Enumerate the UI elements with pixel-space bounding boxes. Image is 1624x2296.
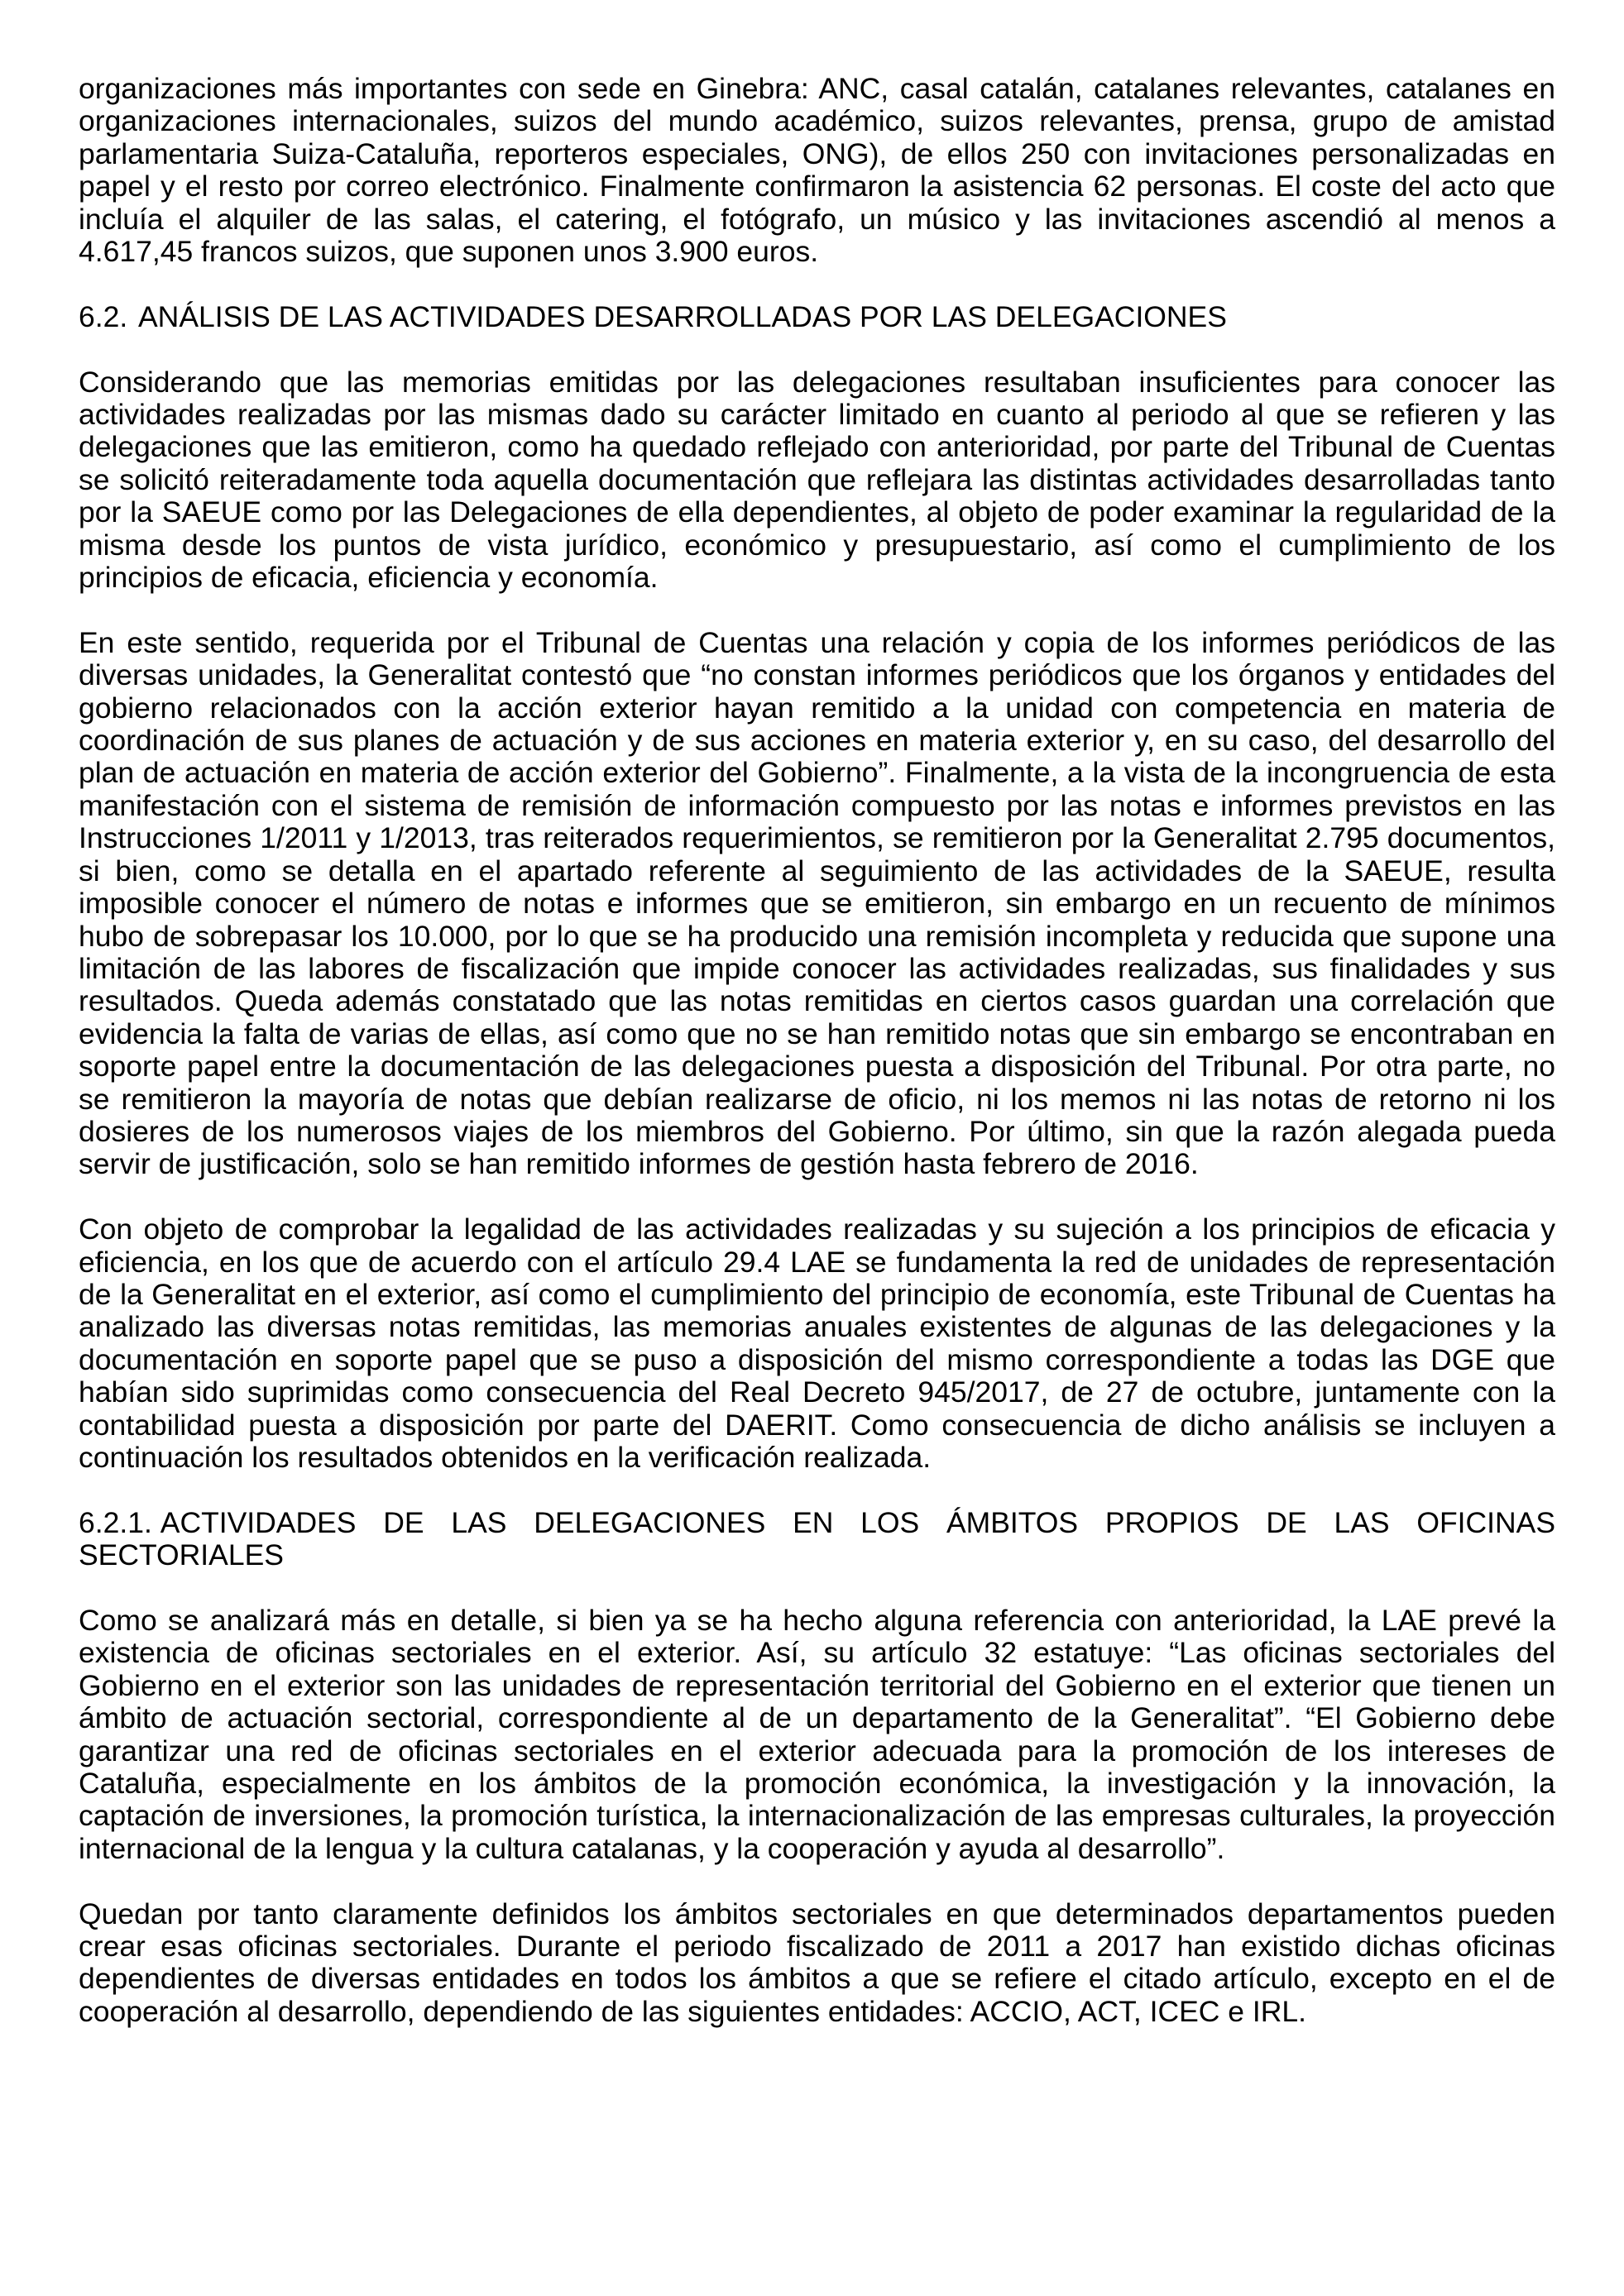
- section-number: 6.2.: [79, 299, 128, 333]
- paragraph-6-2-1: Considerando que las memorias emitidas por las delegaciones resultaban insuficientes para conocer las actividades realizadas por las mismas dado su carácter limitado en cuanto al periodo al que se refieren y las delegaciones que las emitieron, como ha quedado reflejado con anterioridad, por parte del Tribunal de Cuentas se solicitó reiteradamente toda aquella documentación que reflejara las distintas actividades desarrolladas tanto por la SAEUE como por las Delegaciones de ella dependientes, al objeto de poder examinar la regularidad de la misma desde los puntos de vista jurídico, económico y presupuestario, así como el cumplimiento de los principios de eficacia, eficiencia y economía.: [79, 365, 1555, 595]
- paragraph-6-2-2: En este sentido, requerida por el Tribunal de Cuentas una relación y copia de los informes periódicos de las diversas unidades, la Generalitat contestó que “no constan informes periódicos que los órganos y entidades del gobierno relacionados con la acción exterior hayan remitido a la unidad con competencia en materia de coordinación de sus planes de actuación y de sus acciones en materia exterior y, en su caso, del desarrollo del plan de actuación en materia de acción exterior del Gobierno”. Finalmente, a la vista de la incongruencia de esta manifestación con el sistema de remisión de información compuesto por las notas e informes previstos en las Instrucciones 1/2011 y 1/2013, tras reiterados requerimientos, se remitieron por la Generalitat 2.795 documentos, si bien, como se detalla en el apartado referente al seguimiento de las actividades de la SAEUE, resulta imposible conocer el número de notas e informes que se emitieron, sin embargo en un recuento de mínimos hubo de sobrepasar los 10.000, por lo que se ha producido una remisión incompleta y reducida que supone una limitación de las labores de fiscalización que impide conocer las actividades realizadas, sus finalidades y sus resultados. Queda además constatado que las notas remitidas en ciertos casos guardan una correlación que evidencia la falta de varias de ellas, así como que no se han remitido notas que sin embargo se encontraban en soporte papel entre la documentación de las delegaciones puesta a disposición del Tribunal. Por otra parte, no se remitieron la mayoría de notas que debían realizarse de oficio, ni los memos ni las notas de retorno ni los dosieres de los numerosos viajes de los miembros del Gobierno. Por último, sin que la razón alegada pueda servir de justificación, solo se han remitido informes de gestión hasta febrero de 2016.: [79, 625, 1555, 1181]
- paragraph-6-2-1-2: Quedan por tanto claramente definidos los ámbitos sectoriales en que determinados departamentos pueden crear esas oficinas sectoriales. Durante el periodo fiscalizado de 2011 a 2017 han existido dichas oficinas dependientes de diversas entidades en todos los ámbitos a que se refiere el citado artículo, excepto en el de cooperación al desarrollo, dependiendo de las siguientes entidades: ACCIO, ACT, ICEC e IRL.: [79, 1897, 1555, 2028]
- section-title: ANÁLISIS DE LAS ACTIVIDADES DESARROLLADAS POR LAS DELEGACIONES: [138, 299, 1227, 333]
- paragraph-intro: organizaciones más importantes con sede en Ginebra: ANC, casal catalán, catalanes relevantes, catalanes en organizaciones internacionales, suizos del mundo académico, suizos relevantes, prensa, grupo de amistad parlamentaria Suiza-Cataluña, reporteros especiales, ONG), de ellos 250 con invitaciones personalizadas en papel y el resto por correo electrónico. Finalmente confirmaron la asistencia 62 personas. El coste del acto que incluía el alquiler de las salas, el catering, el fotógrafo, un músico y las invitaciones ascendió al menos a 4.617,45 francos suizos, que suponen unos 3.900 euros.: [79, 72, 1555, 269]
- subsection-number: 6.2.1.: [79, 1505, 152, 1539]
- subsection-title: ACTIVIDADES DE LAS DELEGACIONES EN LOS ÁMBITOS PROPIOS DE LAS OFICINAS SECTORIALES: [79, 1505, 1555, 1572]
- paragraph-6-2-1-1: Como se analizará más en detalle, si bien ya se ha hecho alguna referencia con anterioridad, la LAE prevé la existencia de oficinas sectoriales en el exterior. Así, su artículo 32 estatuye: “Las oficinas sectoriales del Gobierno en el exterior son las unidades de representación territorial del Gobierno en el exterior que tienen un ámbito de actuación sectorial, correspondiente al de un departamento de la Generalitat”. “El Gobierno debe garantizar una red de oficinas sectoriales en el exterior adecuada para la promoción de los intereses de Cataluña, especialmente en los ámbitos de la promoción económica, la investigación y la innovación, la captación de inversiones, la promoción turística, la internacionalización de las empresas culturales, la proyección internacional de la lengua y la cultura catalanas, y la cooperación y ayuda al desarrollo”.: [79, 1604, 1555, 1865]
- section-heading-6-2-1: [79, 1507, 1555, 1572]
- paragraph-6-2-3: Con objeto de comprobar la legalidad de las actividades realizadas y su sujeción a los principios de eficacia y eficiencia, en los que de acuerdo con el artículo 29.4 LAE se fundamenta la red de unidades de representación de la Generalitat en el exterior, así como el cumplimiento del principio de economía, este Tribunal de Cuentas ha analizado las diversas notas remitidas, las memorias anuales existentes de algunas de las delegaciones y la documentación en soporte papel que se puso a disposición del mismo correspondiente a todas las DGE que habían sido suprimidas como consecuencia del Real Decreto 945/2017, de 27 de octubre, juntamente con la contabilidad puesta a disposición por parte del DAERIT. Como consecuencia de dicho análisis se incluyen a continuación los resultados obtenidos en la verificación realizada.: [79, 1213, 1555, 1474]
- document-page: [79, 73, 1555, 2061]
- section-heading-6-2: [79, 301, 1555, 333]
